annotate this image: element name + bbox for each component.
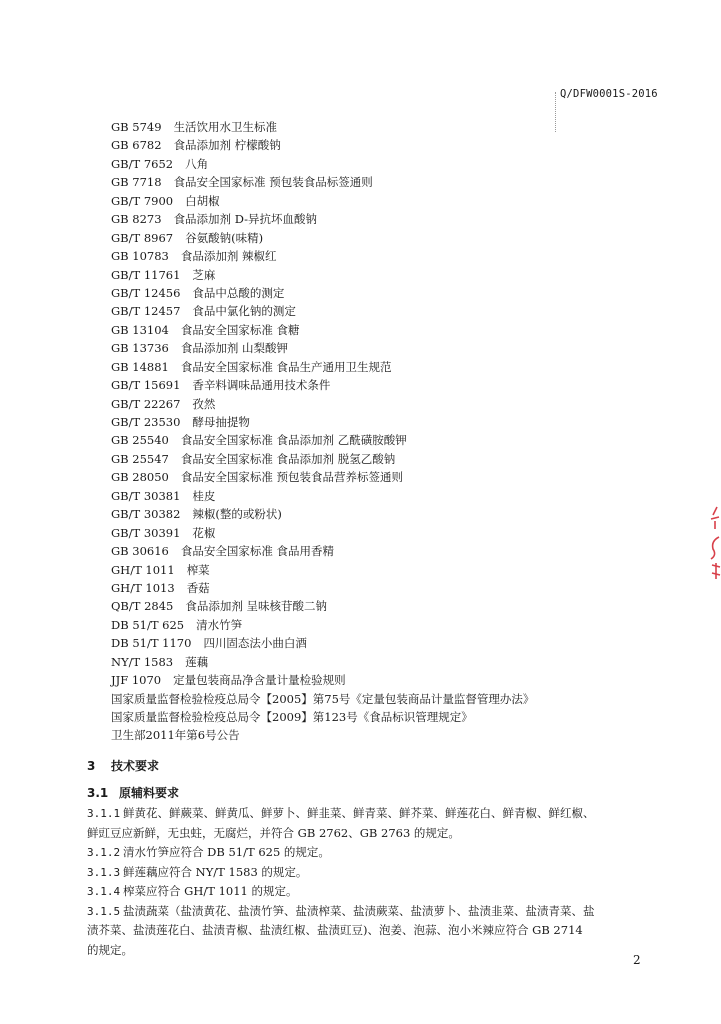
reference-item (111, 395, 671, 413)
reference-item (111, 505, 671, 523)
reference-code: GB/T 22267 (111, 396, 181, 411)
reference-item (111, 284, 671, 302)
clause-line (87, 902, 662, 922)
clause-line (87, 843, 662, 863)
reference-code: NY/T 1583 (111, 654, 174, 669)
reference-code: DB 51/T 625 (111, 617, 185, 632)
reference-item (111, 155, 671, 173)
reference-code: JJF 1070 (111, 673, 162, 688)
reference-item (111, 118, 671, 136)
reference-code: GB/T 7900 (111, 193, 174, 208)
reference-code: GB/T 30391 (111, 525, 181, 540)
reference-title: 谷氨酸钠(味精) (185, 230, 264, 245)
reference-code: GB/T 8967 (111, 230, 174, 245)
reference-code: GB 28050 (111, 470, 169, 485)
reference-title: 香辛料调味品通用技术条件 (192, 378, 331, 393)
reference-title: 食品添加剂 辣椒红 (180, 249, 277, 264)
red-seal-stamp-fragment (707, 505, 721, 581)
reference-title: 花椒 (192, 525, 216, 540)
reference-item (111, 339, 671, 357)
reference-item (111, 321, 671, 339)
page-number: 2 (633, 953, 641, 967)
reference-title: 食品添加剂 山梨酸钾 (180, 341, 289, 356)
reference-item (111, 653, 671, 671)
reference-item (111, 266, 671, 284)
clause-number: 3.1.4 (87, 885, 121, 898)
clause-text: 鲜莲藕应符合 NY/T 1583 的规定。 (123, 864, 308, 879)
reference-title: 食品安全国家标准 预包装食品营养标签通则 (180, 470, 404, 485)
reference-code: GB/T 30382 (111, 507, 181, 522)
clause-number: 3.1.2 (87, 846, 121, 859)
reference-item (111, 192, 671, 210)
reference-title: 国家质量监督检验检疫总局令【2009】第123号《食品标识管理规定》 (111, 710, 473, 724)
reference-item (111, 597, 671, 615)
clause-line (87, 804, 662, 824)
section-3-1-heading (87, 784, 179, 801)
clause-item (87, 882, 662, 902)
reference-item (111, 173, 671, 191)
reference-item (111, 561, 671, 579)
clause-text: 鲜黄花、鲜蕨菜、鲜黄瓜、鲜萝卜、鲜韭菜、鲜青菜、鲜芥菜、鲜莲花白、鲜青椒、鲜红椒、 (123, 806, 595, 820)
reference-title: 四川固态法小曲白酒 (203, 636, 307, 651)
reference-item (111, 431, 671, 449)
reference-code: GB 8273 (111, 212, 162, 227)
reference-title: 卫生部2011年第6号公告 (111, 728, 240, 743)
reference-item (111, 542, 671, 560)
reference-item (111, 616, 671, 634)
reference-title: 清水竹笋 (196, 617, 243, 632)
reference-code: GB 14881 (111, 359, 169, 374)
reference-code: GH/T 1013 (111, 580, 175, 595)
normative-references-list (111, 118, 671, 745)
reference-code: GB/T 12457 (111, 304, 181, 319)
reference-title: 食品中总酸的测定 (192, 285, 285, 300)
reference-code: GB 7718 (111, 175, 162, 190)
section-title: 原辅料要求 (119, 786, 180, 800)
reference-code: GH/T 1011 (111, 562, 175, 577)
clause-text: 渍芥菜、盐渍莲花白、盐渍青椒、盐渍红椒、盐渍豇豆)、泡姜、泡蒜、泡小米辣应符合 GB 2714 (87, 923, 583, 937)
reference-title: 八角 (185, 156, 209, 171)
clause-number: 3.1.3 (87, 865, 121, 879)
reference-code: GB 13736 (111, 341, 169, 356)
reference-item (111, 302, 671, 320)
reference-code: GB/T 15691 (111, 378, 181, 393)
reference-code: QB/T 2845 (111, 599, 174, 614)
reference-title: 榨菜 (186, 562, 210, 577)
reference-item (111, 229, 671, 247)
section-number: 3.1 (87, 786, 109, 800)
clause-text: 清水竹笋应符合 DB 51/T 625 的规定。 (123, 845, 330, 859)
reference-item (111, 247, 671, 265)
reference-code: GB/T 11761 (111, 267, 181, 282)
clause-list (87, 804, 662, 960)
reference-title: 食品安全国家标准 食品添加剂 脱氢乙酸钠 (180, 451, 396, 466)
reference-code: GB 25547 (111, 451, 169, 466)
reference-item (111, 726, 671, 744)
reference-code: GB/T 30381 (111, 488, 181, 503)
clause-text: 榨菜应符合 GH/T 1011 的规定。 (123, 884, 298, 898)
reference-title: 香菇 (186, 580, 210, 595)
reference-title: 食品添加剂 呈味核苷酸二钠 (185, 599, 328, 614)
clause-line (87, 824, 662, 844)
clause-item (87, 804, 662, 843)
clause-item (87, 902, 662, 961)
reference-code: GB 13104 (111, 322, 169, 337)
reference-title: 生活饮用水卫生标准 (173, 120, 278, 134)
reference-title: 芝麻 (192, 267, 216, 282)
reference-title: 食品安全国家标准 食品添加剂 乙酰磺胺酸钾 (180, 433, 407, 448)
reference-title: 莲藕 (185, 654, 209, 669)
reference-item (111, 136, 671, 154)
reference-item (111, 524, 671, 542)
reference-item (111, 690, 671, 708)
reference-item (111, 487, 671, 505)
reference-code: GB 30616 (111, 544, 169, 559)
reference-title: 食品中氯化钠的测定 (192, 304, 296, 319)
reference-item (111, 450, 671, 468)
reference-title: 食品添加剂 D-异抗坏血酸钠 (173, 212, 318, 227)
section-number: 3 (87, 759, 96, 773)
reference-code: GB 6782 (111, 138, 162, 153)
clause-line (87, 863, 662, 883)
clause-line (87, 921, 662, 941)
reference-item (111, 579, 671, 597)
reference-item (111, 413, 671, 431)
clause-number: 3.1.1 (87, 807, 121, 820)
standard-number: Q/DFW0001S-2016 (560, 88, 658, 100)
reference-title: 白胡椒 (185, 193, 220, 208)
reference-title: 食品添加剂 柠檬酸钠 (173, 138, 281, 153)
reference-title: 辣椒(整的或粉状) (192, 507, 282, 522)
reference-code: GB 10783 (111, 249, 169, 264)
reference-title: 酵母抽提物 (192, 415, 250, 429)
reference-item (111, 358, 671, 376)
section-3-heading (87, 757, 159, 774)
reference-code: GB 5749 (111, 120, 162, 134)
reference-title: 国家质量监督检验检疫总局令【2005】第75号《定量包装商品计量监督管理办法》 (111, 691, 535, 706)
reference-title: 食品安全国家标准 食品用香精 (180, 544, 335, 559)
reference-title: 孜然 (192, 396, 216, 411)
clause-item (87, 843, 662, 863)
reference-title: 食品安全国家标准 食品生产通用卫生规范 (180, 359, 392, 374)
reference-item (111, 708, 671, 726)
reference-item (111, 671, 671, 689)
reference-title: 食品安全国家标准 预包装食品标签通则 (173, 175, 373, 190)
reference-title: 定量包装商品净含量计量检验规则 (173, 673, 346, 688)
clause-line (87, 882, 662, 902)
reference-item (111, 210, 671, 228)
reference-title: 桂皮 (192, 488, 216, 503)
clause-line (87, 941, 662, 961)
clause-text: 鲜豇豆应新鲜，无虫蛀，无腐烂，并符合 GB 2762、GB 2763 的规定。 (87, 825, 460, 840)
reference-code: GB/T 12456 (111, 285, 181, 300)
reference-code: DB 51/T 1170 (111, 636, 192, 651)
section-title: 技术要求 (111, 759, 160, 773)
reference-code: GB/T 23530 (111, 415, 181, 429)
clause-number: 3.1.5 (87, 904, 121, 918)
reference-code: GB/T 7652 (111, 156, 174, 171)
reference-code: GB 25540 (111, 433, 169, 448)
reference-item (111, 634, 671, 652)
reference-title: 食品安全国家标准 食糖 (180, 322, 300, 337)
reference-item (111, 376, 671, 394)
reference-item (111, 468, 671, 486)
clause-item (87, 863, 662, 883)
clause-text: 盐渍蔬菜（盐渍黄花、盐渍竹笋、盐渍榨菜、盐渍蕨菜、盐渍萝卜、盐渍韭菜、盐渍青菜、盐 (123, 903, 595, 918)
clause-text: 的规定。 (87, 942, 133, 957)
